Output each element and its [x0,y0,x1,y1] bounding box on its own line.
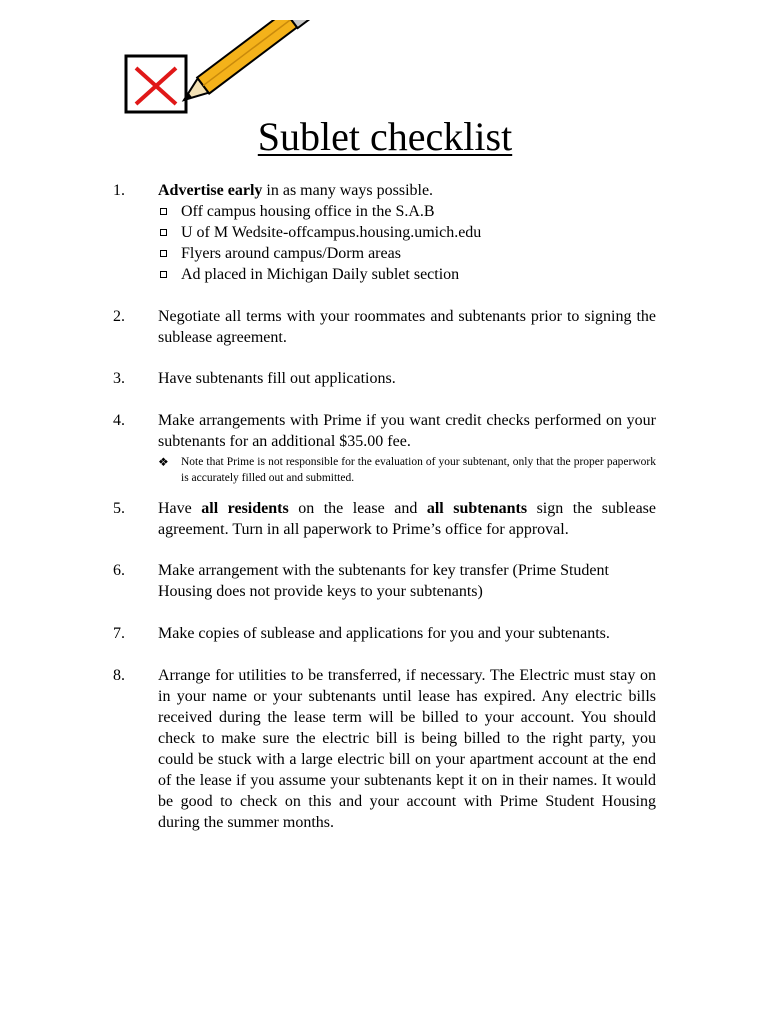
item-note: ❖ Note that Prime is not responsible for the evaluation of your subtenant, only that the proper paperwork is accurately filled out and submitted. [158,455,656,484]
square-bullet-icon [160,271,167,278]
item-number: 6. [113,562,125,579]
diamond-bullet-icon: ❖ [158,455,169,469]
square-bullet-icon [160,208,167,215]
item-text: Make copies of sublease and applications for you and your subtenants. [158,625,610,642]
list-item: U of M Wedsite-offcampus.housing.umich.edu [158,222,656,243]
item-number: 4. [113,412,125,429]
item-text: Arrange for utilities to be transferred, if necessary. The Electric must stay on in your name or your subtenants until lease has expired. Any electric bills received during the lease term will be billed to your account. You should check to make sure the electric bill is being billed to the right party, you could be stuck with a large electric bill on your apartment account at the end of the lease if you assume your subtenants kept it on in their names. It would be good to check on this and your account with Prime Student Housing during the summer months. [158,667,656,831]
item-number: 2. [113,308,125,325]
item-text: Make arrangement with the subtenants for key transfer (Prime Student Housing does not provide keys to your subtenants) [158,562,609,600]
list-item: Ad placed in Michigan Daily sublet section [158,264,656,285]
item-number: 5. [113,500,125,517]
item-number: 3. [113,370,125,387]
list-item: Off campus housing office in the S.A.B [158,201,656,222]
item-number: 8. [113,667,125,684]
item-text: Make arrangements with Prime if you want credit checks performed on your subtenants for an additional $35.00 fee. [158,412,656,450]
item-lead-text: in as many ways possible. [262,182,434,199]
bullet-list [158,201,656,285]
item-number: 7. [113,625,125,642]
page-title: Sublet checklist [257,114,513,159]
item-text: Have all residents on the lease and all subtenants sign the sublease agreement. Turn in all paperwork to Prime’s office for approval. [158,500,656,538]
item-text: Have subtenants fill out applications. [158,370,396,387]
square-bullet-icon [160,250,167,257]
item-text: Negotiate all terms with your roommates and subtenants prior to signing the sublease agreement. [158,308,656,346]
checkbox-pencil-logo-icon [118,20,318,120]
square-bullet-icon [160,229,167,236]
item-number: 1. [113,182,125,199]
list-item: Flyers around campus/Dorm areas [158,243,656,264]
item-lead-bold: Advertise early [158,182,263,199]
